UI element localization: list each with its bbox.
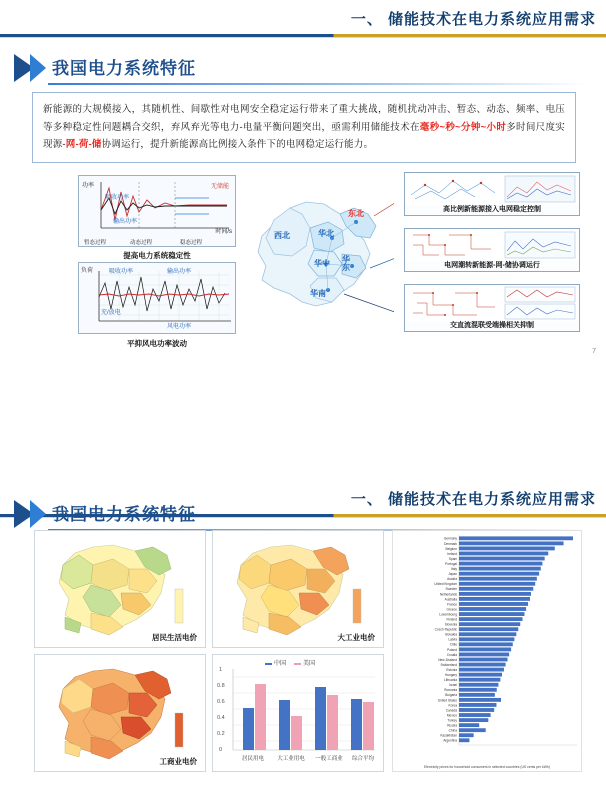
chart-bottom-y-label: 负荷 xyxy=(81,268,94,274)
bigbar-bar xyxy=(459,592,531,596)
map-label-central: 华中 xyxy=(314,259,330,268)
chart-top-y-label: 功率 xyxy=(82,183,95,189)
ytick-1: 1 xyxy=(219,667,223,673)
bigbar-bar xyxy=(459,708,494,712)
bigbar-category-label: Poland xyxy=(447,647,457,652)
bigbar-category-label: Switzerland xyxy=(440,662,457,667)
cat-industrial: 大工业用电 xyxy=(277,756,305,762)
bigbar-bar xyxy=(459,632,516,636)
figure-caption-3: 交直流混联受端操相关抑制 xyxy=(450,322,534,329)
cat-residential: 居民用电 xyxy=(241,756,264,762)
map-industrial-price xyxy=(212,530,384,648)
bigbar-bar xyxy=(459,622,520,626)
figure-grid-coordination xyxy=(404,228,580,272)
bigbar-category-label: France xyxy=(447,602,457,607)
bigbar-category-label: Russia xyxy=(447,723,457,728)
chart-wind-smoothing xyxy=(78,262,236,334)
bigbar-category-label: Lithuania xyxy=(444,678,457,683)
bigbar-bar xyxy=(459,562,542,566)
bigbar-category-label: Greece xyxy=(446,607,457,612)
bigbar-bar xyxy=(459,693,495,697)
bigbar-category-label: Slovakia xyxy=(444,632,457,637)
bigbar-category-label: United Kingdom xyxy=(434,582,457,587)
bigbar-bar xyxy=(459,557,545,561)
bigbar-bar xyxy=(459,587,533,591)
chart-bottom-note-output: 输出功率 xyxy=(167,269,192,275)
slide-1-header xyxy=(0,0,606,40)
bigbar-category-label: Germany xyxy=(443,536,457,541)
body-text-part-3: 协调运行，提升新能源高比例接入条件下的电网稳定运行能力。 xyxy=(101,139,374,151)
slide-2-header xyxy=(0,440,606,508)
bigbar-category-label: United States xyxy=(437,698,457,703)
bigbar-bar xyxy=(459,698,501,702)
chart-bottom-note-charge: 充/放电 xyxy=(101,310,121,316)
cat-average: 综合平均 xyxy=(351,756,374,762)
figure-ac-dc-hybrid xyxy=(404,284,580,332)
bigbar-bar xyxy=(459,663,506,667)
bigbar-bar xyxy=(459,536,573,540)
bigbar-category-label: Australia xyxy=(444,597,457,602)
ytick-08: 0.8 xyxy=(217,683,225,689)
bigbar-bar xyxy=(459,567,541,571)
figure-renewable-integration xyxy=(404,172,580,216)
legend-item-china: 中国 xyxy=(265,658,286,667)
bigbar-category-label: Slovenia xyxy=(444,622,457,627)
bigbar-bar xyxy=(459,577,537,581)
bigbar-bar xyxy=(459,668,504,672)
bigbar-category-label: Hungary xyxy=(444,673,457,678)
bigbar-bar xyxy=(459,582,535,586)
ytick-02: 0.2 xyxy=(217,731,225,737)
bigbar-category-label: Romania xyxy=(444,688,457,693)
chart-top-note-no-storage: 无储能 xyxy=(210,184,229,190)
bigbar-category-label: Spain xyxy=(448,556,457,561)
map-label-east: 华东 xyxy=(342,255,350,272)
map-label-south: 华南 xyxy=(310,289,326,298)
figure-caption-1: 高比例新能源接入电网稳定控制 xyxy=(443,206,541,213)
bigbar-category-label: Austria xyxy=(447,577,457,582)
slide-2-banner xyxy=(0,498,606,532)
bigbar-bar xyxy=(459,637,514,641)
bigbar-bar xyxy=(459,718,488,722)
bigbar-bar xyxy=(459,541,564,545)
bigbar-bar xyxy=(459,653,509,657)
slide-1-header-title: 一、 储能技术在电力系统应用需求 xyxy=(350,11,596,28)
body-text-part-1: 新能源的大规模接入，其随机性、间歇性对电网安全稳定运行带来了重大挑战，随机扰动冲击、暂态、动态、频率、电压等多种稳定性问题耦合交织，弃风弃光等电力-电量平衡问题突出，亟需利用储能技术在 xyxy=(43,104,565,133)
bigbar-bar xyxy=(459,678,500,682)
bigbar-bar xyxy=(459,703,496,707)
chart-top-phase-2: 动态过程 xyxy=(130,240,153,246)
body-text-highlight-2: 网-荷-储 xyxy=(65,139,102,151)
bigbar-bar xyxy=(459,733,474,737)
cat-commercial: 一般工商业 xyxy=(315,756,343,762)
body-text-part-2: 多时间尺度实现源- xyxy=(43,121,566,151)
bigbar-category-label: Chile xyxy=(449,642,457,647)
map-label-northwest: 西北 xyxy=(274,231,290,240)
map-caption-commercial: 工商业电价 xyxy=(159,757,197,766)
bigbar-category-label: Czech Republic xyxy=(434,627,457,632)
bigbar-category-label: Mexico xyxy=(446,713,457,718)
bigbar-category-label: Ireland xyxy=(447,551,457,556)
map-residential-price xyxy=(34,530,206,648)
bigbar-category-label: Portugal xyxy=(445,561,457,566)
chart-top-note-output: 输出功率 xyxy=(113,219,138,225)
bigbar-caption: Electricity prices for household consumers in selected countries (US cents per kWh) xyxy=(424,765,550,769)
map-label-northeast: 东北 xyxy=(348,209,364,218)
bigbar-bar xyxy=(459,688,497,692)
bigbar-category-label: Italy xyxy=(451,567,457,572)
bigbar-category-label: New Zealand xyxy=(438,657,457,662)
bigbar-category-label: Kazakhstan xyxy=(440,733,457,738)
bigbar-category-label: Sweden xyxy=(445,587,457,592)
bigbar-category-label: Israel xyxy=(449,683,457,688)
chart-price-legend xyxy=(265,658,315,667)
map-commercial-price xyxy=(34,654,206,772)
chart-top-phase-3: 稳态过程 xyxy=(180,240,203,246)
bigbar-category-label: Denmark xyxy=(444,541,457,546)
chart-price-comparison xyxy=(212,654,384,772)
slide-1-banner-title: 我国电力系统特征 xyxy=(52,59,196,78)
map-caption-industrial: 大工业电价 xyxy=(337,633,375,642)
slide-1-banner xyxy=(0,52,606,86)
slide-2-header-title: 一、 储能技术在电力系统应用需求 xyxy=(350,491,596,508)
bigbar-bar xyxy=(459,683,498,687)
bigbar-category-label: Croatia xyxy=(446,652,457,657)
slide-1-page-number: 7 xyxy=(592,348,596,355)
banner-underline xyxy=(48,83,588,85)
chart-bottom-caption: 平抑风电功率波动 xyxy=(127,339,187,348)
bigbar-bar xyxy=(459,658,508,662)
bigbar-category-label: Canada xyxy=(445,708,457,713)
map-label-north: 华北 xyxy=(318,229,334,238)
chart-power-stability xyxy=(78,175,236,247)
chart-top-x-label: 时间/s xyxy=(215,229,232,235)
legend-item-usa: 美国 xyxy=(294,658,315,667)
ytick-0: 0 xyxy=(219,747,223,753)
banner-arrow-secondary-icon-2 xyxy=(30,500,46,528)
bigbar-category-label: Japan xyxy=(448,572,457,577)
bigbar-bar xyxy=(459,546,555,550)
bigbar-bar xyxy=(459,673,502,677)
figure-caption-2: 电网潮转新能源-网-储协调运行 xyxy=(444,262,540,269)
map-caption-residential: 居民生活电价 xyxy=(152,633,197,642)
header-rule-thin xyxy=(0,37,606,38)
chart-top-note-absorb: 吸收功率 xyxy=(105,195,130,201)
chart-top-caption: 提高电力系统稳定性 xyxy=(123,251,191,260)
ytick-04: 0.4 xyxy=(217,715,225,721)
bigbar-bar xyxy=(459,552,548,556)
ytick-06: 0.6 xyxy=(217,699,225,705)
bigbar-bar xyxy=(459,602,528,606)
bigbar-category-label: Bulgaria xyxy=(445,693,457,698)
bigbar-category-label: Latvia xyxy=(448,637,457,642)
bigbar-bar xyxy=(459,713,491,717)
chart-top-phase-1: 暂态过程 xyxy=(84,240,107,246)
bigbar-category-label: Luxembourg xyxy=(439,612,457,617)
bigbar-bar xyxy=(459,597,530,601)
bigbar-bar xyxy=(459,612,524,616)
bigbar-category-label: Netherlands xyxy=(439,592,457,597)
bigbar-category-label: Turkey xyxy=(447,718,457,723)
bigbar-bar xyxy=(459,738,469,742)
bigbar-category-label: Estonia xyxy=(446,667,457,672)
body-text-highlight-1: 毫秒~秒~分钟~小时 xyxy=(419,121,507,133)
bigbar-category-label: Belgium xyxy=(445,546,457,551)
china-grid-map xyxy=(244,170,394,338)
bigbar-category-label: China xyxy=(448,728,457,733)
bigbar-bar xyxy=(459,607,526,611)
bigbar-bar xyxy=(459,723,479,727)
bigbar-category-label: Korea xyxy=(448,703,457,708)
bigbar-bar xyxy=(459,572,539,576)
slide-2-banner-title: 我国电力系统特征 xyxy=(52,505,196,524)
bigbar-bar xyxy=(459,627,518,631)
bigbar-bar xyxy=(459,617,523,621)
bigbar-bar xyxy=(459,647,511,651)
chart-bottom-note-wind: 风电功率 xyxy=(167,324,192,330)
bigbar-bar xyxy=(459,728,486,732)
slide-1-body-text xyxy=(32,92,576,163)
bigbar-bar xyxy=(459,642,513,646)
bigbar-category-label: Argentina xyxy=(443,738,457,743)
chart-household-electricity-prices xyxy=(392,530,582,772)
banner-arrow-secondary-icon xyxy=(30,54,46,82)
bigbar-category-label: Finland xyxy=(446,617,457,622)
chart-bottom-note-absorb: 吸收功率 xyxy=(109,269,134,275)
